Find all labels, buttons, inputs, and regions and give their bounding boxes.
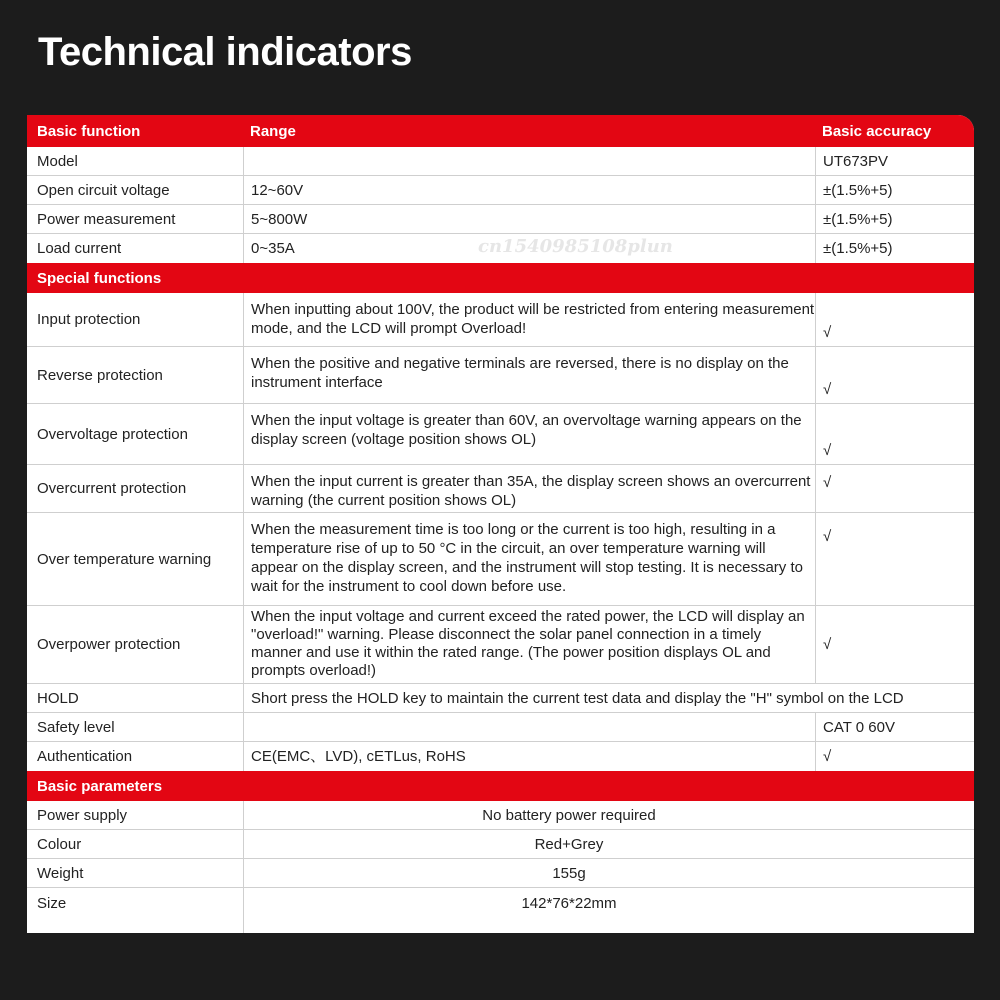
row-description: When the input voltage and current exceed the rated power, the LCD will display an "overload!" warning. Please disconnect the solar panel connection in a timely manner and use it within the rated range. (The power position displays OL and prompts overload!) bbox=[243, 606, 815, 683]
row-label: Power supply bbox=[37, 806, 128, 824]
row-accuracy: ±(1.5%+5) bbox=[815, 205, 974, 233]
table-row bbox=[27, 147, 974, 176]
row-value: Red+Grey bbox=[243, 830, 974, 858]
table-row bbox=[27, 684, 974, 713]
row-label: Overcurrent protection bbox=[37, 480, 187, 497]
row-label: Authentication bbox=[37, 748, 133, 765]
row-value: CAT 0 60V bbox=[815, 713, 974, 741]
row-label: Safety level bbox=[37, 718, 115, 736]
row-label: Power measurement bbox=[37, 210, 176, 228]
row-value: 155g bbox=[243, 859, 974, 887]
table-row bbox=[27, 404, 974, 465]
row-label: Load current bbox=[37, 240, 122, 257]
row-description: When inputting about 100V, the product will be restricted from entering measurement mode, and the LCD will prompt Overload! bbox=[243, 293, 815, 346]
row-label: Reverse protection bbox=[37, 366, 163, 384]
table-row bbox=[27, 176, 974, 205]
table-row bbox=[27, 801, 974, 830]
row-accuracy: ±(1.5%+5) bbox=[815, 176, 974, 204]
row-description: When the input voltage is greater than 60V, an overvoltage warning appears on the display screen (voltage position shows OL) bbox=[243, 404, 815, 464]
row-accuracy: UT673PV bbox=[815, 147, 974, 175]
row-range: CE(EMC、LVD), cETLus, RoHS bbox=[243, 742, 815, 771]
header-range: Range bbox=[250, 122, 296, 140]
row-range: 12~60V bbox=[243, 176, 815, 204]
row-range: 0~35A bbox=[243, 234, 815, 263]
table-header bbox=[27, 115, 974, 147]
table-row bbox=[27, 606, 974, 684]
row-value: 142*76*22mm bbox=[243, 888, 974, 933]
page-title: Technical indicators bbox=[38, 30, 412, 74]
check-mark: √ bbox=[815, 606, 974, 683]
check-mark: √ bbox=[815, 513, 974, 605]
table-row bbox=[27, 830, 974, 859]
table-row bbox=[27, 347, 974, 404]
table-row bbox=[27, 859, 974, 888]
check-mark: √ bbox=[815, 404, 974, 464]
check-mark: √ bbox=[815, 742, 974, 771]
section-title: Special functions bbox=[37, 269, 162, 287]
row-label: Open circuit voltage bbox=[37, 181, 170, 199]
section-title: Basic parameters bbox=[37, 777, 163, 795]
row-label: Input protection bbox=[37, 311, 141, 328]
row-label: Over temperature warning bbox=[37, 550, 212, 568]
row-label: Overvoltage protection bbox=[37, 425, 188, 443]
header-basic-function: Basic function bbox=[37, 122, 141, 140]
table-row bbox=[27, 888, 974, 933]
row-label: Colour bbox=[37, 835, 82, 853]
table-row bbox=[27, 465, 974, 513]
row-label: Size bbox=[37, 895, 67, 912]
section-header-parameters bbox=[27, 771, 974, 801]
row-label: HOLD bbox=[37, 689, 79, 707]
table-row bbox=[27, 513, 974, 606]
section-header-special bbox=[27, 263, 974, 293]
row-range: 5~800W bbox=[243, 205, 815, 233]
row-value: No battery power required bbox=[243, 801, 974, 829]
row-description: When the measurement time is too long or the current is too high, resulting in a temperature rise of up to 50 °C in the circuit, an over temperature warning will appear on the display screen, and the instrument will stop testing. It is necessary to wait for the instrument to cool down before use. bbox=[243, 513, 815, 605]
check-mark: √ bbox=[815, 347, 974, 403]
check-mark: √ bbox=[815, 465, 974, 512]
check-mark: √ bbox=[815, 293, 974, 346]
row-label: Overpower protection bbox=[37, 636, 181, 653]
row-label: Model bbox=[37, 152, 78, 170]
row-range bbox=[243, 713, 815, 741]
row-description: When the positive and negative terminals are reversed, there is no display on the instrument interface bbox=[243, 347, 815, 403]
row-label: Weight bbox=[37, 864, 84, 882]
row-description: When the input current is greater than 35A, the display screen shows an overcurrent warning (the current position shows OL) bbox=[243, 465, 815, 512]
watermark-text: cn1540985108plun bbox=[478, 236, 673, 257]
table-row bbox=[27, 742, 974, 771]
table-row bbox=[27, 713, 974, 742]
table-row bbox=[27, 205, 974, 234]
row-range bbox=[243, 147, 815, 175]
table-row bbox=[27, 293, 974, 347]
row-accuracy: ±(1.5%+5) bbox=[815, 234, 974, 263]
header-basic-accuracy: Basic accuracy bbox=[822, 122, 932, 140]
row-description: Short press the HOLD key to maintain the current test data and display the "H" symbol on the LCD bbox=[243, 684, 974, 712]
